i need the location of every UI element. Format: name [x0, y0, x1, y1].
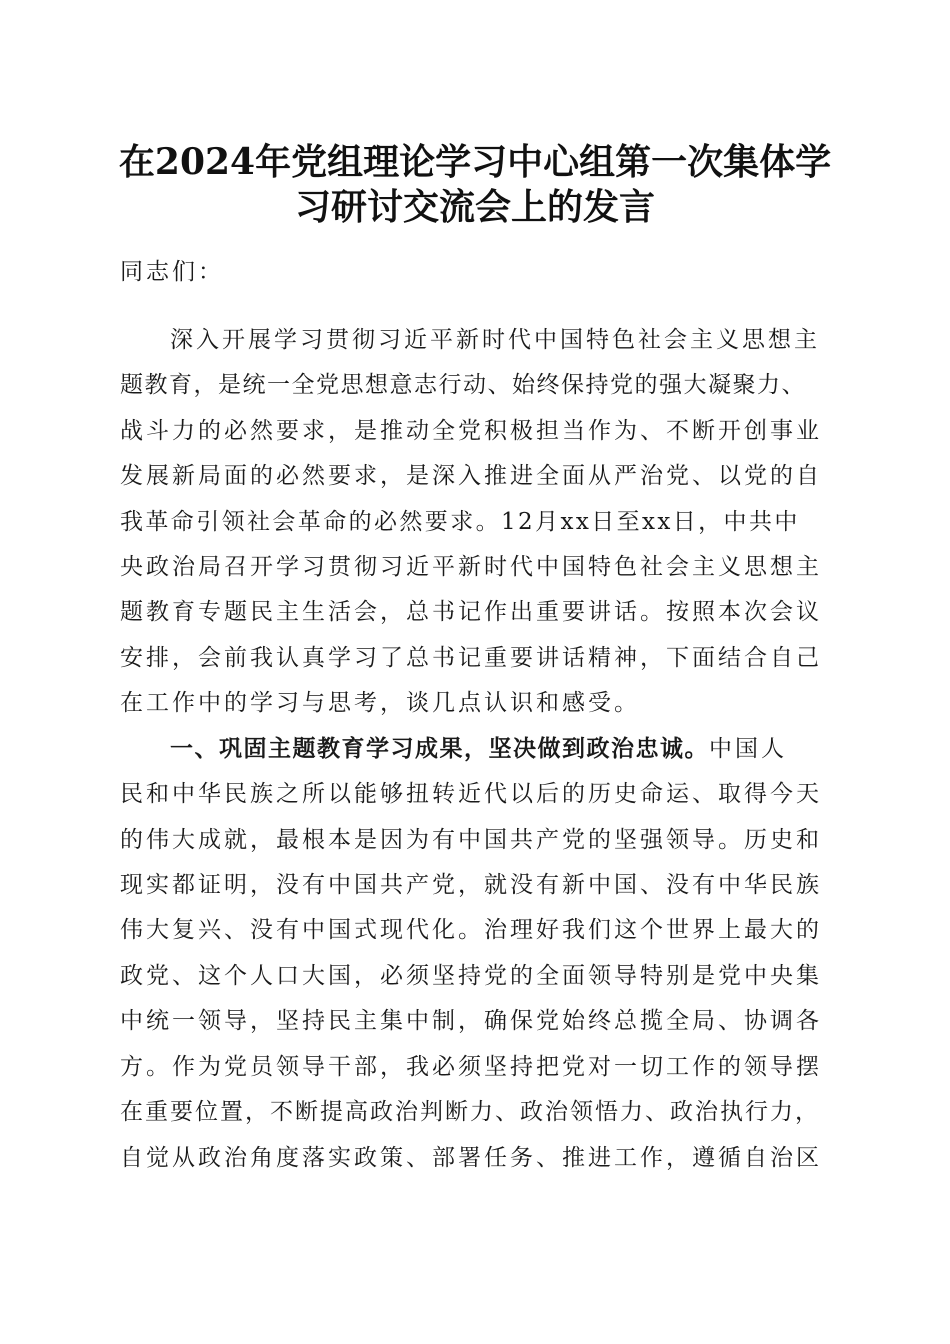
section-1-line-4: 现实都证明，没有中国共产党，就没有新中国、没有中华民族: [120, 872, 822, 898]
paragraph-1-line-3: 战斗力的必然要求，是推动全党积极担当作为、不断开创事业: [120, 418, 822, 444]
paragraph-1-line-2: 题教育，是统一全党思想意志行动、始终保持党的强大凝聚力、: [120, 372, 806, 398]
document-title-line-2: 习研讨交流会上的发言: [294, 186, 655, 228]
section-1-first-line: [170, 734, 787, 764]
section-1-line-8: 方。作为党员领导干部，我必须坚持把党对一切工作的领导摆: [120, 1054, 822, 1080]
document-title-line-1: 在2024年党组理论学习中心组第一次集体学: [118, 141, 832, 183]
section-1-first-line-text: 中国人: [709, 736, 787, 762]
section-1-line-10: 自觉从政治角度落实政策、部署任务、推进工作，遵循自治区: [120, 1145, 822, 1171]
paragraph-1-line-8: 安排，会前我认真学习了总书记重要讲话精神，下面结合自己: [120, 645, 822, 671]
section-1-line-6: 政党、这个人口大国，必须坚持党的全面领导特别是党中央集: [120, 963, 822, 989]
paragraph-1-line-6: 央政治局召开学习贯彻习近平新时代中国特色社会主义思想主: [120, 554, 822, 580]
section-1-line-7: 中统一领导，坚持民主集中制，确保党始终总揽全局、协调各: [120, 1008, 822, 1034]
section-1-heading: 一、巩固主题教育学习成果，坚决做到政治忠诚。: [170, 735, 709, 762]
paragraph-1-line-9: 在工作中的学习与思考，谈几点认识和感受。: [120, 690, 640, 716]
section-1-line-3: 的伟大成就，最根本是因为有中国共产党的坚强领导。历史和: [120, 827, 822, 853]
salutation: 同志们：: [120, 259, 224, 285]
paragraph-1-line-7: 题教育专题民主生活会，总书记作出重要讲话。按照本次会议: [120, 599, 822, 625]
paragraph-1-line-5: 我革命引领社会革命的必然要求。12月xx日至xx日，中共中: [120, 509, 800, 535]
section-1-line-9: 在重要位置，不断提高政治判断力、政治领悟力、政治执行力，: [120, 1099, 820, 1125]
section-1-line-5: 伟大复兴、没有中国式现代化。治理好我们这个世界上最大的: [120, 917, 822, 943]
section-1-line-2: 民和中华民族之所以能够扭转近代以后的历史命运、取得今天: [120, 781, 822, 807]
paragraph-1-line-1: 深入开展学习贯彻习近平新时代中国特色社会主义思想主: [170, 327, 820, 353]
paragraph-1-line-4: 发展新局面的必然要求，是深入推进全面从严治党、以党的自: [120, 463, 822, 489]
